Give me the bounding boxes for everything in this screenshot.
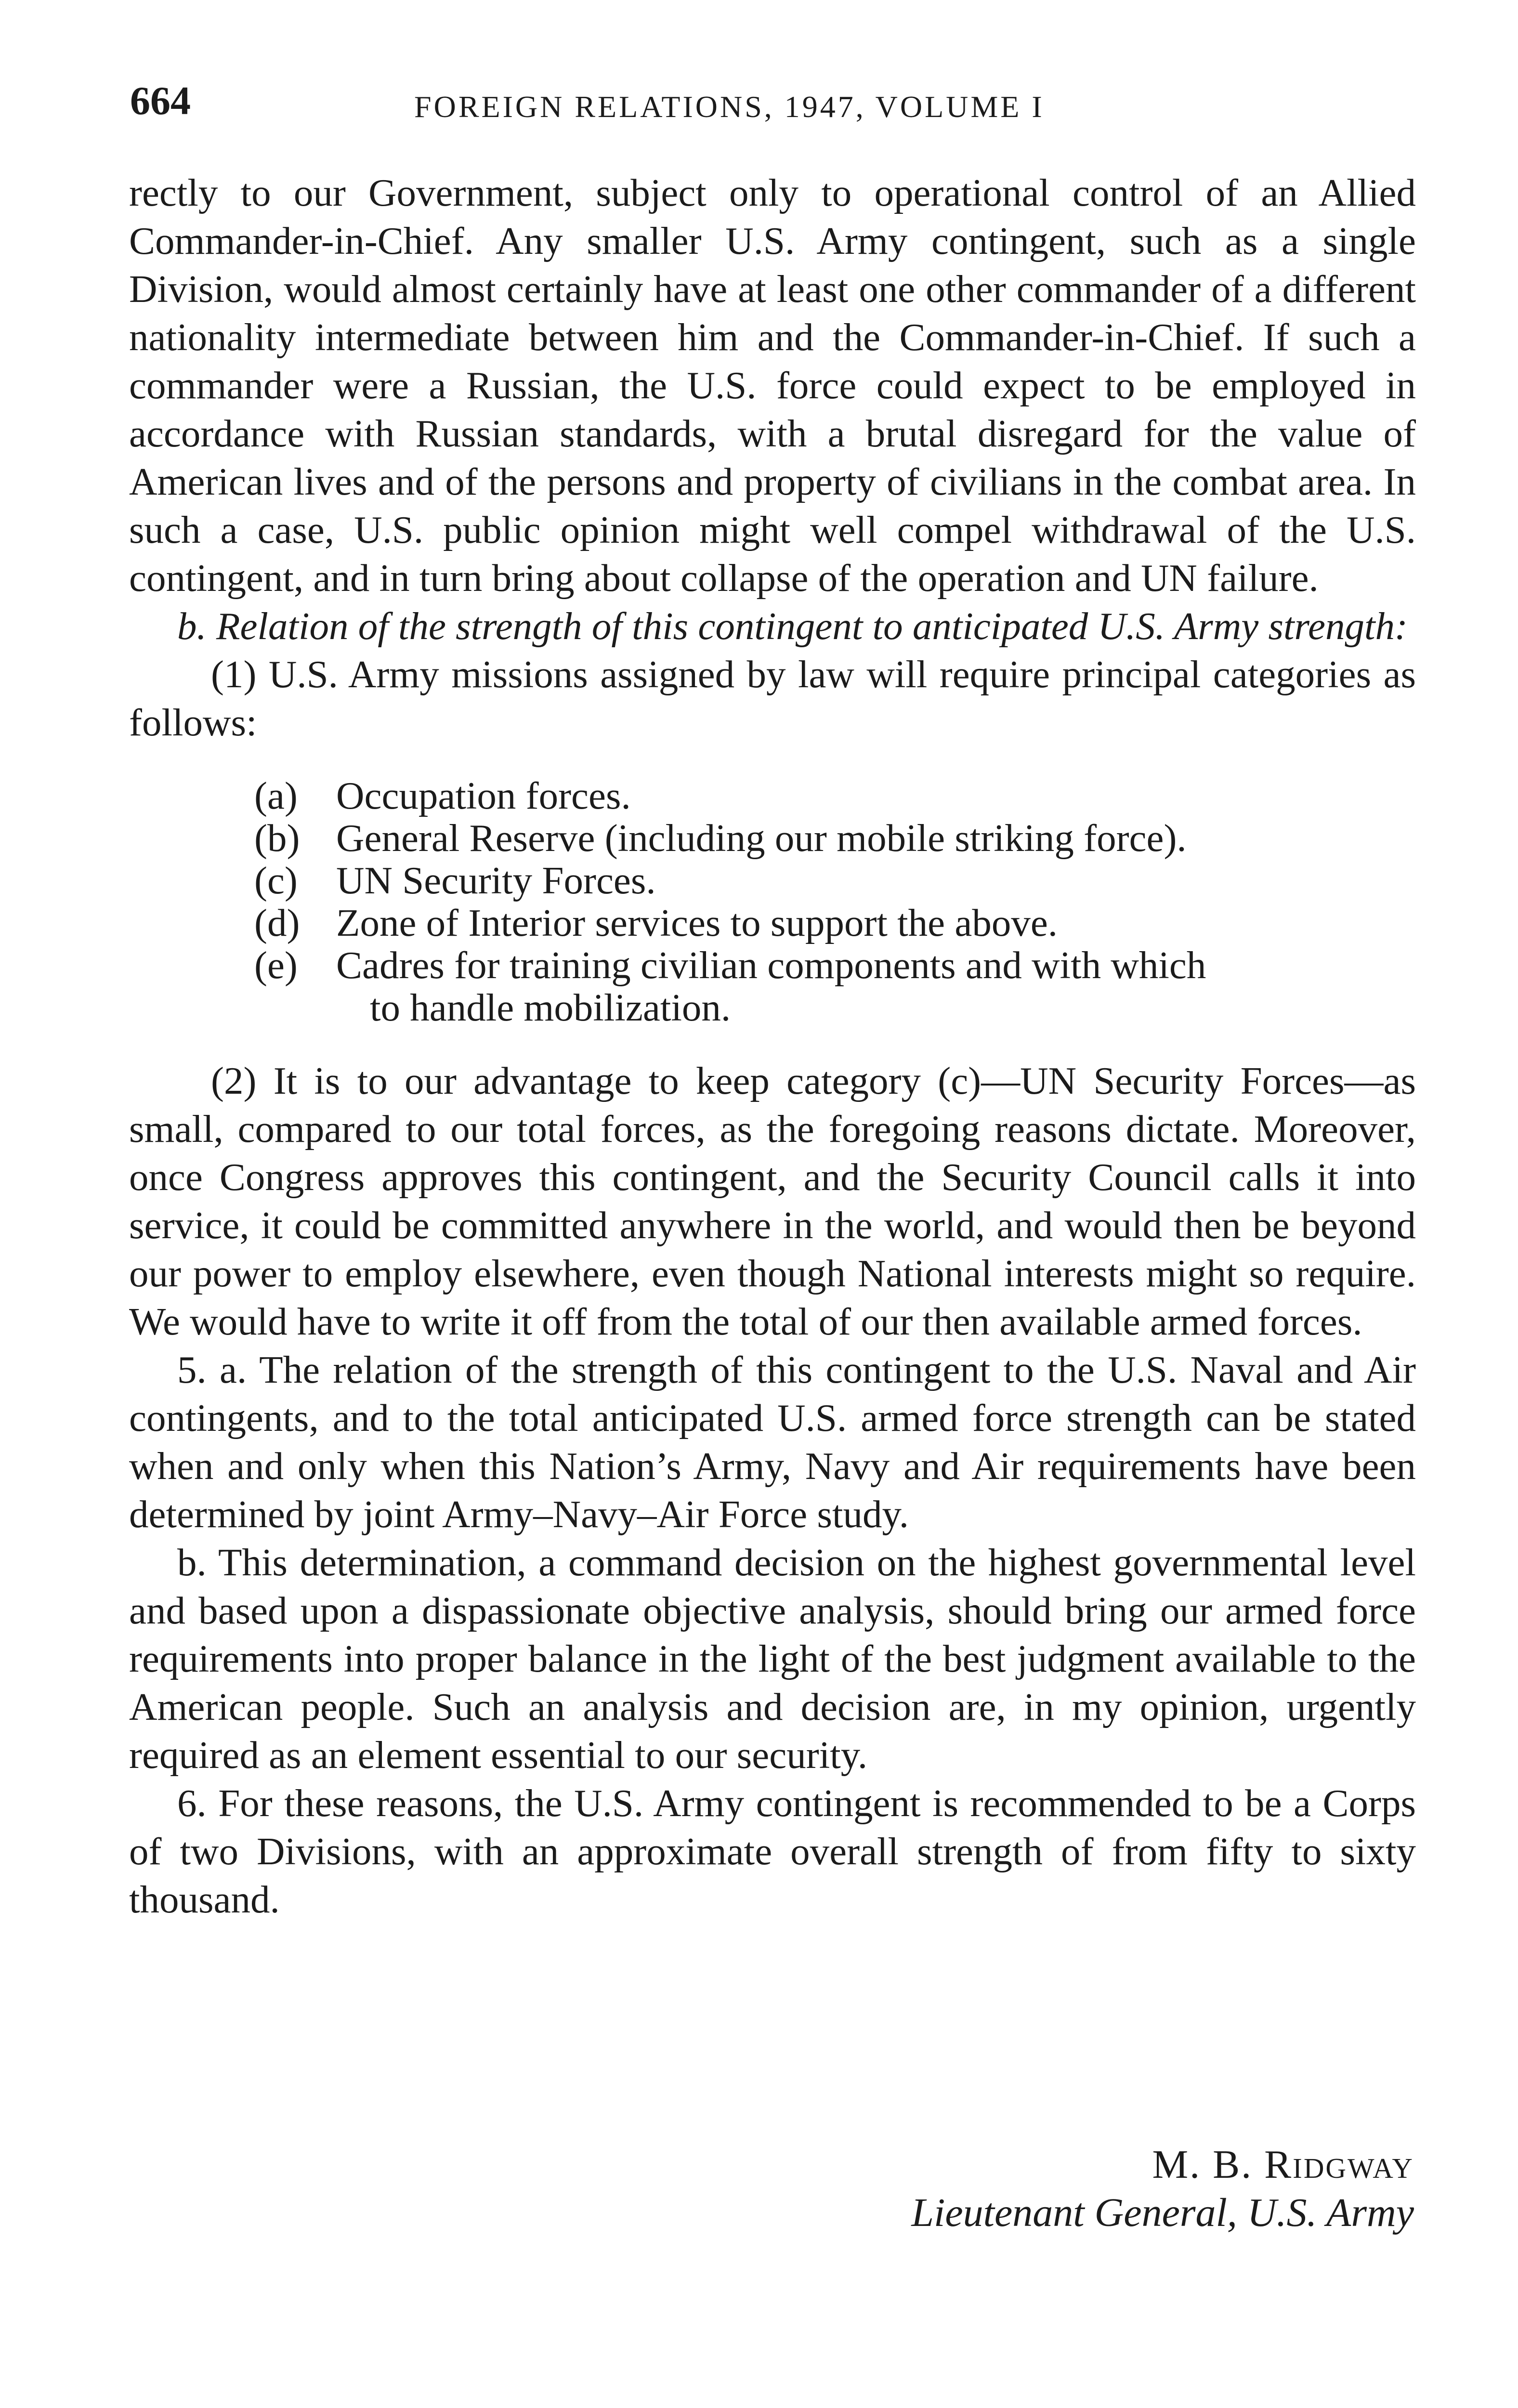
document-body — [129, 169, 1416, 1924]
category-text — [336, 944, 1416, 1029]
paragraph-missions: (1) U.S. Army missions assigned by law will require principal categories as follows: — [129, 653, 1416, 744]
signature-block — [911, 2141, 1414, 2237]
category-marker: (a) — [254, 774, 298, 817]
category-text: Occupation forces. — [336, 774, 631, 817]
paragraph-5b: b. This determination, a command decision on the highest governmental level and based upon a dispassionate objective analysis, should bring our armed force requirements into proper balance in the light of the best judgment available to the American people. Such an analysis and decision are, in my opinion, urgently required as an element essential to our security. — [129, 1541, 1416, 1777]
category-item — [254, 944, 1416, 1029]
page-number: 664 — [130, 79, 191, 123]
category-text: Zone of Interior services to support the above. — [336, 901, 1058, 944]
category-text-line: Cadres for training civilian components and with which — [336, 943, 1206, 987]
category-list — [254, 774, 1416, 1029]
category-marker: (b) — [254, 816, 300, 860]
category-marker: (e) — [254, 943, 298, 987]
category-text: UN Security Forces. — [336, 859, 656, 902]
paragraph-6: 6. For these reasons, the U.S. Army contingent is recommended to be a Corps of two Divisions, with an approximate overall strength of from fifty to sixty thousand. — [129, 1781, 1416, 1921]
page-header — [130, 72, 1411, 130]
category-item — [254, 902, 1416, 944]
category-item — [254, 774, 1416, 817]
running-head: FOREIGN RELATIONS, 1947, VOLUME I — [414, 90, 1045, 124]
paragraph-5a: 5. a. The relation of the strength of this contingent to the U.S. Naval and Air contingents, and to the total anticipated U.S. armed force strength can be stated when and only when this Nation’s Army, Navy and Air requirements have been determined by joint Army–Navy–Air Force study. — [129, 1348, 1416, 1536]
category-item — [254, 817, 1416, 859]
section-heading-text: Relation of the strength of this contingent to anticipated U.S. Army strength: — [216, 604, 1408, 648]
category-text: General Reserve (including our mobile striking force). — [336, 816, 1187, 860]
paragraph-continuation: rectly to our Government, subject only to operational control of an Allied Commander-in-Chief. Any smaller U.S. Army contingent, such as a single Division, would almost certainly have at least one other commander of a different nationality intermediate between him and the Commander-in-Chief. If such a commander were a Russian, the U.S. force could expect to be employed in accordance with Russian standards, with a brutal disregard for the value of American lives and of the persons and property of civilians in the combat area. In such a case, U.S. public opinion might well compel withdrawal of the U.S. contingent, and in turn bring about collapse of the operation and UN failure. — [129, 171, 1416, 600]
category-marker: (c) — [254, 859, 298, 902]
category-text-wrap: to handle mobilization. — [370, 986, 731, 1029]
section-heading-label: b. — [177, 604, 207, 648]
category-item — [254, 859, 1416, 902]
signature-name: M. B. Ridgway — [1152, 2142, 1414, 2187]
signature-title: Lieutenant General, U.S. Army — [911, 2190, 1414, 2235]
category-marker: (d) — [254, 901, 300, 944]
paragraph-category-c: (2) It is to our advantage to keep category (c)—UN Security Forces—as small, compared to our total forces, as the foregoing reasons dictate. Moreover, once Congress approves this contingent, and the Security Council calls it into service, it could be committed anywhere in the world, and would then be beyond our power to employ elsewhere, even though National interests might so require. We would have to write it off from the total of our then available armed forces. — [129, 1059, 1416, 1343]
section-heading-b — [129, 602, 1416, 650]
